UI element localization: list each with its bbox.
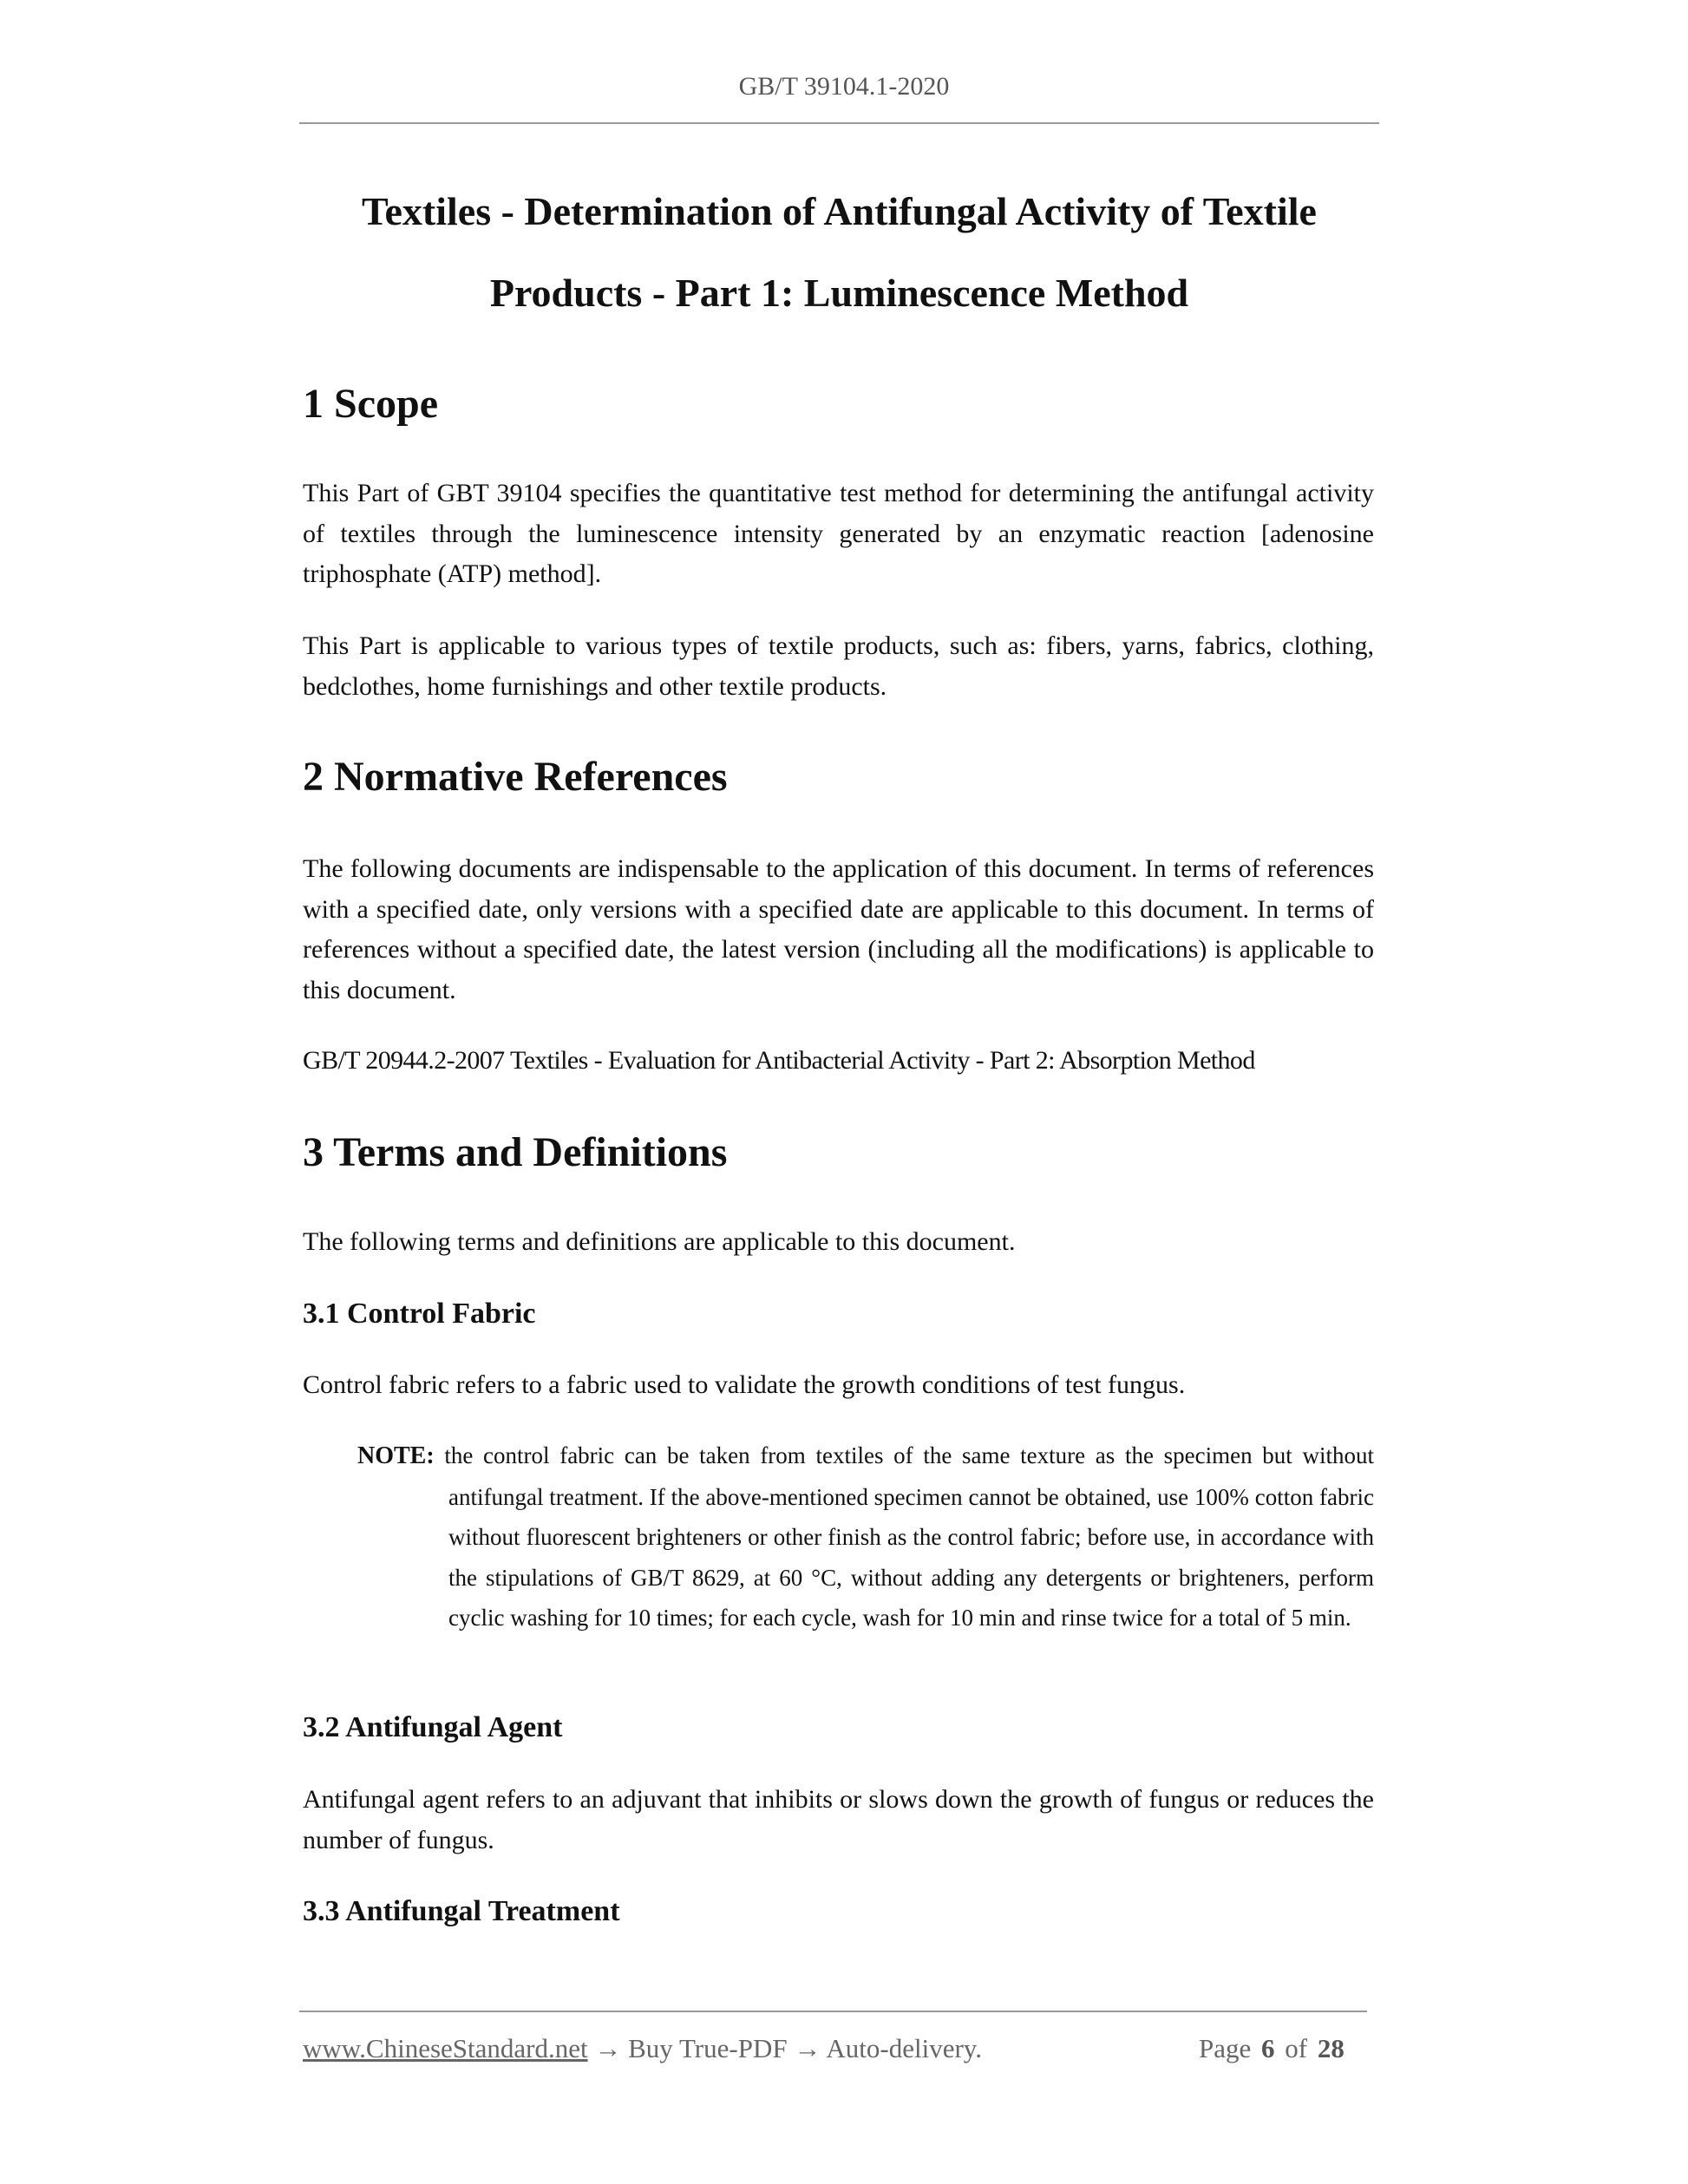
terms-intro: The following terms and definitions are applicable to this document. [303,1227,1016,1256]
auto-delivery-text: Auto-delivery. [826,2033,983,2063]
term-note-3-1 [357,1435,1374,1638]
document-title-line-1: Textiles - Determination of Antifungal Activity of Textile [362,189,1317,233]
scope-paragraph-2: This Part is applicable to various types of textile products, such as: fibers, yarns, fabrics, clothing, bedclothes, home furnishings and other textile products. [303,631,1374,701]
normative-reference-item: GB/T 20944.2-2007 Textiles - Evaluation for Antibacterial Activity - Part 2: Absorption Method [303,1046,1255,1075]
document-title-line-2: Products - Part 1: Luminescence Method [489,271,1189,315]
arrow-right-icon: → [594,2033,622,2063]
current-page: 6 [1261,2033,1275,2063]
arrow-right-icon: → [794,2033,821,2063]
section-heading-terms: 3 Terms and Definitions [303,1129,728,1175]
term-definition-3-1: Control fabric refers to a fabric used to validate the growth conditions of test fungus. [303,1370,1186,1399]
term-heading-3-3: 3.3 Antifungal Treatment [303,1895,620,1927]
section-heading-scope: 1 Scope [303,381,438,427]
page-number [1199,2031,1345,2066]
term-definition-3-2: Antifungal agent refers to an adjuvant that inhibits or slows down the growth of fungus or reduces the number of fungus. [303,1785,1374,1854]
term-heading-3-2: 3.2 Antifungal Agent [303,1711,563,1743]
scope-paragraph-1: This Part of GBT 39104 specifies the quantitative test method for determining the antifungal activity of textiles through the luminescence intensity generated by an enzymatic reaction [adenosine triphosphate (ATP) method]. [303,479,1374,588]
header-divider [299,122,1379,124]
normative-paragraph: The following documents are indispensable to the application of this document. In terms of references with a specified date, only versions with a specified date are applicable to this document. In terms of references without a specified date, the latest version (including all the modifications) is applicable to this document. [303,854,1374,1004]
of-label: of [1285,2033,1308,2063]
footer-divider [299,2011,1367,2012]
buy-pdf-text: Buy True-PDF [628,2033,788,2063]
website-link[interactable]: www.ChineseStandard.net [303,2033,588,2063]
total-pages: 28 [1317,2033,1345,2063]
note-text: the control fabric can be taken from textiles of the same texture as the specimen but without antifungal treatment. If the above-mentioned specimen cannot be obtained, use 100% cotton fabric without fluorescent brighteners or other finish as the control fabric; before use, in accordance with the stipulations of GB/T 8629, at 60 °C, without adding any detergents or brighteners, perform cyclic washing for 10 times; for each cycle, wash for 10 min and rinse twice for a total of 5 min. [444,1442,1374,1631]
page-label: Page [1199,2033,1252,2063]
note-label: NOTE: [357,1442,435,1469]
section-heading-normative-references: 2 Normative References [303,754,728,800]
footer-promo [303,2031,982,2066]
term-heading-3-1: 3.1 Control Fabric [303,1298,536,1330]
running-header: GB/T 39104.1-2020 [738,72,950,101]
